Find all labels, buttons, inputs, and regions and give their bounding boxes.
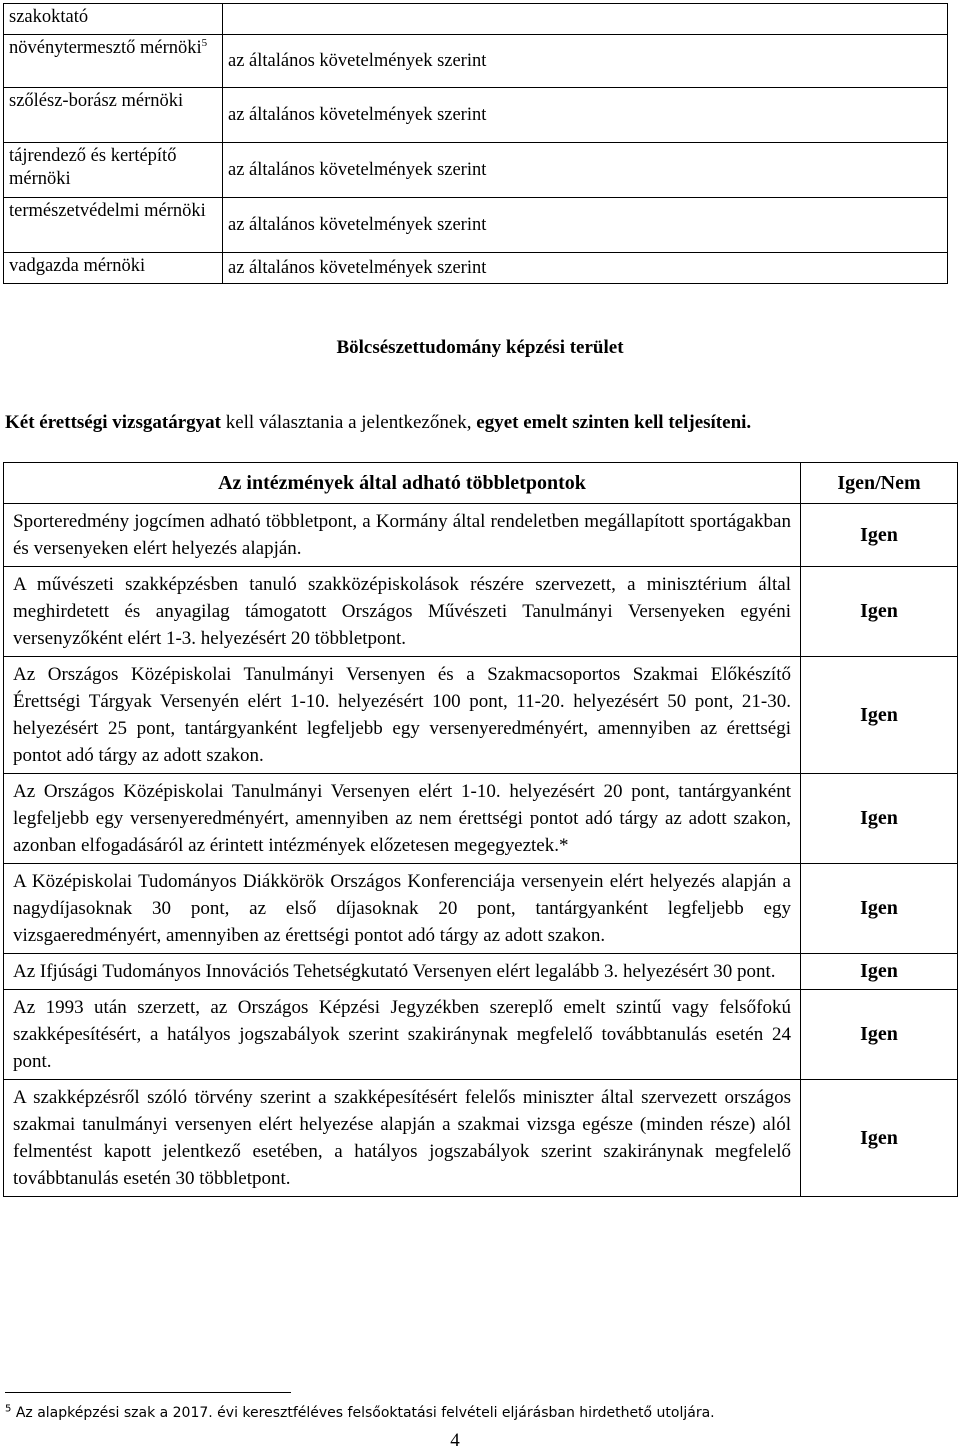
- table-row: [4, 567, 958, 657]
- table-row: [4, 1080, 958, 1197]
- requirement: az általános követelmények szerint: [223, 198, 948, 253]
- points-answer: Igen: [801, 657, 958, 774]
- points-description: Az Országos Középiskolai Tanulmányi Versenyen és a Szakmacsoportos Szakmai Előkészítő Érettségi Tárgyak Versenyén elért 1-10. helyezésért 100 pont, 11-20. helyezésért 50 pont, 21-30. helyezésért 25 pont, tantárgyanként legfeljebb egy versenyeredményért, amennyiben az érettségi pontot adó tárgy az adott szakon.: [4, 657, 801, 774]
- table-row: [4, 35, 948, 88]
- header-yes-no: Igen/Nem: [801, 463, 958, 504]
- points-answer: Igen: [801, 864, 958, 954]
- requirement: az általános követelmények szerint: [223, 35, 948, 88]
- table-row: [4, 774, 958, 864]
- points-description: Az Országos Középiskolai Tanulmányi Versenyen elért 1-10. helyezésért 20 pont, tantárgyanként legfeljebb egy versenyeredményért, amennyiben az nem érettségi pontot adó tárgy az adott szakon, azonban elfogadásáról az érintett intézmények előzetesen megegyeztek.*: [4, 774, 801, 864]
- program-name: tájrendező és kertépítő mérnöki: [4, 143, 223, 198]
- footnote: [5, 1405, 715, 1421]
- section-title: Bölcsészettudomány képzési terület: [336, 337, 624, 358]
- requirement: az általános követelmények szerint: [223, 143, 948, 198]
- table-row: [4, 4, 948, 35]
- points-answer: Igen: [801, 774, 958, 864]
- table-header-row: [4, 463, 958, 504]
- program-name: [4, 35, 223, 88]
- header-description: Az intézmények által adható többletpontok: [4, 463, 801, 504]
- table-row: [4, 143, 948, 198]
- instruction-text: [5, 412, 955, 434]
- program-name: szakoktató: [4, 4, 223, 35]
- requirement: az általános követelmények szerint: [223, 253, 948, 284]
- table-row: [4, 198, 948, 253]
- program-name-text: növénytermesztő mérnöki: [9, 38, 202, 58]
- points-answer: Igen: [801, 567, 958, 657]
- table-row: [4, 990, 958, 1080]
- program-name: vadgazda mérnöki: [4, 253, 223, 284]
- points-answer: Igen: [801, 990, 958, 1080]
- instruction-normal: kell választania a jelentkezőnek,: [220, 412, 477, 433]
- points-description: A művészeti szakképzésben tanuló szakközépiskolások részére szervezett, a minisztérium által meghirdetett és anyagilag támogatott Országos Művészeti Tanulmányi Versenyeken egyéni versenyzőként elért 1-3. helyezésért 20 többletpont.: [4, 567, 801, 657]
- table-row: [4, 504, 958, 567]
- program-name: természetvédelmi mérnöki: [4, 198, 223, 253]
- instruction-bold-1: Két érettségi vizsgatárgyat: [5, 412, 221, 433]
- table-row: [4, 657, 958, 774]
- table-row: [4, 253, 948, 284]
- points-answer: Igen: [801, 954, 958, 990]
- requirement: az általános követelmények szerint: [223, 88, 948, 143]
- table-row: [4, 864, 958, 954]
- requirement: [223, 4, 948, 35]
- points-description: Az Ifjúsági Tudományos Innovációs Tehetségkutató Versenyen elért legalább 3. helyezésért 30 pont.: [4, 954, 801, 990]
- table-row: [4, 954, 958, 990]
- footnote-text: Az alapképzési szak a 2017. évi keresztféléves felsőoktatási felvételi eljárásban hirdethető utoljára.: [15, 1405, 715, 1421]
- program-requirements-table: [3, 3, 948, 284]
- points-description: A Középiskolai Tudományos Diákkörök Országos Konferenciája versenyein elért helyezés alapján a nagydíjasoknak 30 pont, az első díjasoknak 20 pont, tantárgyanként legfeljebb egy vizsgaeredményért, amennyiben az érettségi pontot adó tárgy az adott szakon.: [4, 864, 801, 954]
- program-name: szőlész-borász mérnöki: [4, 88, 223, 143]
- points-answer: Igen: [801, 504, 958, 567]
- table-row: [4, 88, 948, 143]
- footnote-divider: [5, 1392, 291, 1393]
- page-number: 4: [450, 1430, 460, 1451]
- points-description: Sporteredmény jogcímen adható többletpont, a Kormány által rendeletben megállapított sportágakban és versenyeken elért helyezés alapján.: [4, 504, 801, 567]
- footnote-mark: 5: [5, 1403, 12, 1415]
- points-answer: Igen: [801, 1080, 958, 1197]
- points-description: Az 1993 után szerzett, az Országos Képzési Jegyzékben szereplő emelt szintű vagy felsőfokú szakképesítésért, a hatályos jogszabályok szerint szakiránynak megfelelő továbbtanulás esetén 24 pont.: [4, 990, 801, 1080]
- extra-points-table: [3, 462, 958, 1197]
- instruction-bold-2: egyet emelt szinten kell teljesíteni.: [476, 412, 752, 433]
- points-description: A szakképzésről szóló törvény szerint a szakképesítésért felelős miniszter által szervezett országos szakmai tanulmányi versenyen elért helyezése alapján a szakmai vizsga egésze (minden része) alól felmentést kapott jelentkező esetében, a hatályos jogszabályok szerint szakiránynak megfelelő továbbtanulás esetén 30 többletpont.: [4, 1080, 801, 1197]
- footnote-ref[interactable]: 5: [201, 36, 208, 49]
